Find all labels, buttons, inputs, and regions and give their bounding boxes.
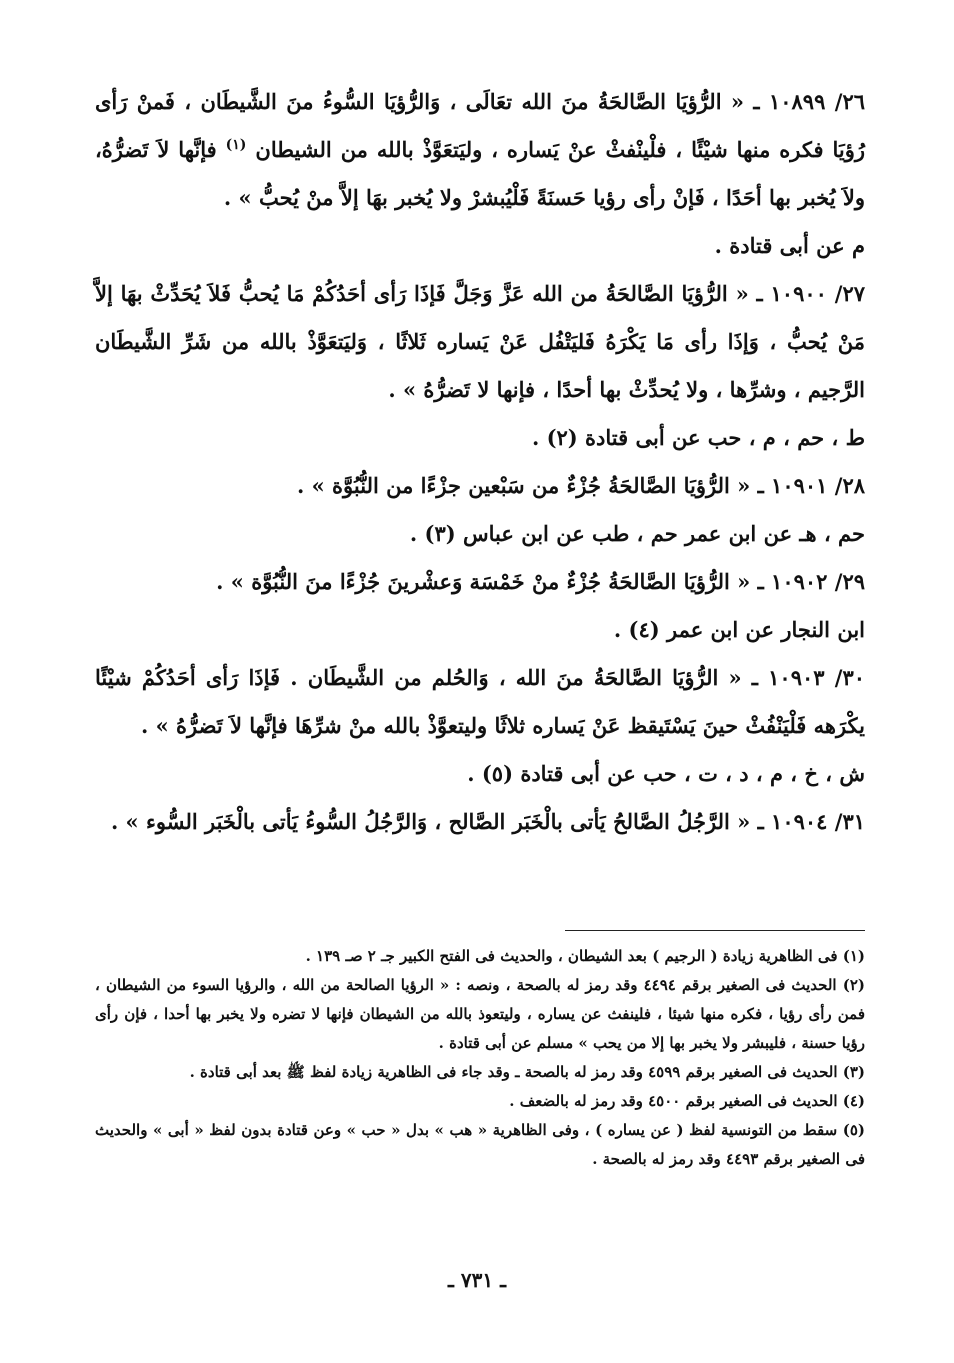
hadith-text-cont: فإنَّها لاَ تَضرُّهُ، ولاَ يُخبر بها أحَدًا ، فَإنْ رأى رؤيا حَسنَةً فَلْيُبشرْ ولا يُخبر بهَا إلاَّ منْ يُحبُّ » . <box>95 137 865 210</box>
source-text: ط ، حم ، م ، حب عن أبى قتادة <box>585 425 865 450</box>
page-number: ـ ٧٣١ ـ <box>448 1268 506 1292</box>
hadith-source <box>95 606 865 654</box>
footnote-ref-4[interactable]: (٤) . <box>613 617 660 642</box>
hadith-10904: ٣١/ ١٠٩٠٤ ـ « الرَّجُلُ الصَّالحُ يَأتى بالْخَبَر الصَّالح ، وَالرَّجُلُ السُّوءُ يَأتى بالْخَبَر السُّوء » . <box>110 809 865 834</box>
footnote-divider <box>565 930 865 931</box>
hadith-source <box>95 750 865 798</box>
footnote-ref-1[interactable]: (١) <box>225 137 247 153</box>
footnotes <box>95 942 865 1174</box>
hadith-10899 <box>95 78 865 222</box>
footnote: (٢) الحديث فى الصغير برقم ٤٤٩٤ وقد رمز له بالصحة ، ونصه : « الرؤيا الصالحة من الله ، والرؤيا السوء من الشيطان ، فمن رأى رؤيا ، فكره منها شيئا ، فلينفث عن يساره ، وليتعوذ بالله من الشيطان فإنها لا تضره ولا يخبر بها أحدا ، فإن رأى رؤيا حسنة ، فليبشر ولا يخبر بها إلا من يحب » مسلم عن أبى قتادة . <box>95 976 865 1052</box>
hadith-10903: ٣٠/ ١٠٩٠٣ ـ « الرُّؤيَا الصَّالحَةُ منَ الله ، وَالحُلم من الشَّيطَان . فَإذَا رَأى أحَدُكُمْ شيْئًا يكْرَهه فَلْيَنْفُثْ حينَ يَسْتَيقظ عَنْ يَساره ثلاثًا وليتعوَّذْ بالله منْ شرِّهَا فإنَّها لاَ تَضرُّهُ » . <box>95 665 865 738</box>
footnote: (٣) الحديث فى الصغير برقم ٤٥٩٩ وقد رمز له بالصحة ـ وقد جاء فى الظاهرية زيادة لفظ ﷺ بعد أبى قتادة . <box>189 1063 865 1081</box>
footnote: (١) فى الظاهرية زيادة ( الرجيم ) بعد الشيطان ، والحديث فى الفتح الكبير جـ ٢ صـ ١٣٩ . <box>305 947 865 965</box>
hadith-source <box>95 414 865 462</box>
hadith-10902: ٢٩/ ١٠٩٠٢ ـ « الرُّؤيَا الصَّالحَةُ جُزْءٌ منْ خَمْسَة وَعشْرينَ جُزْءًا منَ النُّبُوَّة » . <box>216 569 865 594</box>
source-text: ابن النجار عن ابن عمر <box>666 617 865 642</box>
footnote-ref-3[interactable]: (٣) . <box>409 521 456 546</box>
footnote-ref-5[interactable]: (٥) . <box>467 761 513 786</box>
hadith-text: ٢٦/ ١٠٨٩٩ ـ « الرُّؤيَا الصَّالحَةُ منَ الله تعَالَى ، وَالرُّؤيَا السُّوءُ منَ الشَّيطَان ، فَمنْ رَأى رُؤيَا فكره منها شيْئًا ، فلْينْفثْ عنْ يَساره ، وليَتعَوَّذْ بالله من الشيطان <box>95 89 866 162</box>
hadith-source <box>95 510 865 558</box>
hadith-10901: ٢٨/ ١٠٩٠١ ـ « الرُّؤيَا الصَّالحَةُ جُزْءٌ من سَبْعين جزْءًا من النُّبُوَّة » . <box>297 473 865 498</box>
footnote-ref-2[interactable]: (٢) . <box>531 425 578 450</box>
source-text: ش ، خ ، م ، د ، ت ، حب عن أبى قتادة <box>520 761 865 786</box>
source-text: حم ، هـ عن ابن عمر حم ، طب عن ابن عباس <box>463 521 865 546</box>
hadith-source: م عن أبى قتادة . <box>714 233 865 258</box>
footnote: (٥) سقط من التونسية لفظ ( عن يساره ) ، وفى الظاهرية « هب » بدل « حب » وعن قتادة بدون لفظ « أبى » والحديث فى الصغير برقم ٤٤٩٣ وقد رمز له بالصحة . <box>95 1121 865 1168</box>
hadith-10900: ٢٧/ ١٠٩٠٠ ـ « الرُّؤيَا الصَّالحَةُ من الله عَزَّ وَجَلَّ فَإذَا رَأى أحَدُكُمْ مَا يُحبُّ فَلاَ يُحَدِّثْ بهَا إلاَّ مَنْ يُحبُّ ، وَإذَا رأى مَا يَكْرَهُ فَليَتْفُل عَنْ يَساره ثَلاثًا ، وَليَتعَوَّذْ بالله من شَرِّ الشَّيطَان الرَّجيم ، وشرِّها ، ولا يُحدِّثْ بها أحدًا ، فإنها لا تَضرُّهُ » . <box>95 281 865 402</box>
footnote: (٤) الحديث فى الصغير برقم ٤٥٠٠ وقد رمز له بالضعف . <box>509 1092 865 1110</box>
hadith-body <box>95 78 865 846</box>
